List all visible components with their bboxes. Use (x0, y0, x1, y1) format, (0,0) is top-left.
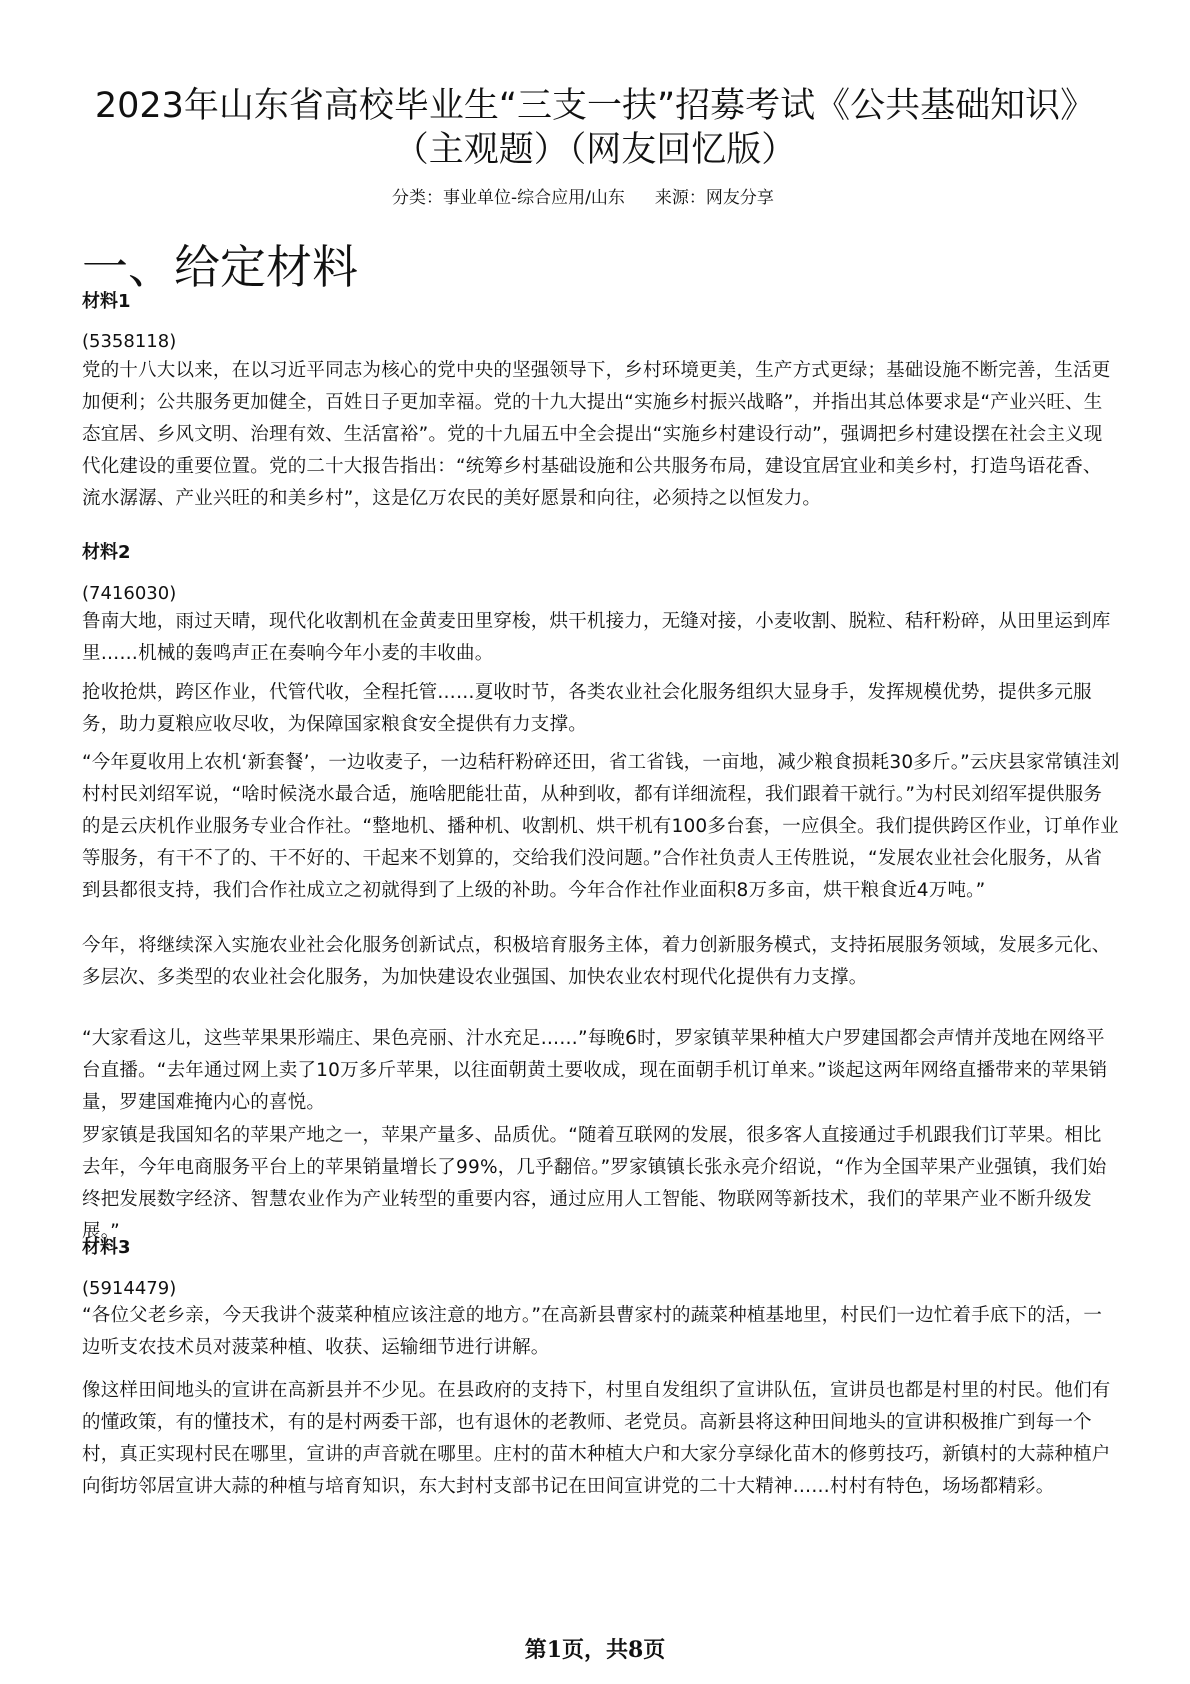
material-2-label: 材料2 (82, 542, 131, 563)
page-indicator: 第1页，共8页 (524, 1637, 666, 1663)
category-label: 分类：事业单位-综合应用/山东 (392, 188, 625, 208)
material-2-paragraph-2: 抢收抢烘，跨区作业，代管代收，全程托管……夏收时节，各类农业社会化服务组织大显身手，发挥规模优势，提供多元服务，助力夏粮应收尽收，为保障国家粮食安全提供有力支撑。 (82, 682, 1092, 735)
material-2-paragraph-3: “今年夏收用上农机‘新套餐’，一边收麦子，一边秸秆粉碎还田，省工省钱，一亩地，减少粮食损耗30多斤。”云庆县家常镇洼刘村村民刘绍军说，“啥时候浇水最合适，施啥肥能壮苗，从种到收，都有详细流程，我们跟着干就行。”为村民刘绍军提供服务的是云庆机作业服务专业合作社。“整地机、播种机、收割机、烘干机有100多台套，一应俱全。我们提供跨区作业，订单作业等服务，有干不了的、干不好的、干起来不划算的，交给我们没问题。”合作社负责人王传胜说，“发展农业社会化服务，从省到县都很支持，我们合作社成立之初就得到了上级的补助。今年合作社作业面积8万多亩，烘干粮食近4万吨。” (82, 752, 1120, 901)
material-1-label: 材料1 (82, 291, 131, 312)
material-2-paragraph-4: 今年，将继续深入实施农业社会化服务创新试点，积极培育服务主体，着力创新服务模式，支持拓展服务领域，发展多元化、多层次、多类型的农业社会化服务，为加快建设农业强国、加快农业农村现代化提供有力支撑。 (82, 935, 1111, 988)
section-heading: 一、给定材料 (82, 240, 358, 294)
document-title-line2: （主观题）（网友回忆版） (393, 130, 797, 170)
material-2-id: (7416030) (82, 583, 177, 604)
material-1-id: (5358118) (82, 331, 177, 352)
material-2-paragraph-5: “大家看这儿，这些苹果果形端庄、果色亮丽、汁水充足……”每晚6时，罗家镇苹果种植大户罗建国都会声情并茂地在网络平台直播。“去年通过网上卖了10万多斤苹果，以往面朝黄土要收成，现在面朝手机订单来。”谈起这两年网络直播带来的苹果销量，罗建国难掩内心的喜悦。 (82, 1028, 1108, 1113)
material-1-paragraph-1: 党的十八大以来，在以习近平同志为核心的党中央的坚强领导下，乡村环境更美，生产方式更绿；基础设施不断完善，生活更加便利；公共服务更加健全，百姓日子更加幸福。党的十九大提出“实施乡村振兴战略”，并指出其总体要求是“产业兴旺、生态宜居、乡风文明、治理有效、生活富裕”。党的十九届五中全会提出“实施乡村建设行动”，强调把乡村建设摆在社会主义现代化建设的重要位置。党的二十大报告指出：“统筹乡村基础设施和公共服务布局，建设宜居宜业和美乡村，打造鸟语花香、流水潺潺、产业兴旺的和美乡村”，这是亿万农民的美好愿景和向往，必须持之以恒发力。 (82, 360, 1111, 509)
material-2-paragraph-6: 罗家镇是我国知名的苹果产地之一，苹果产量多、品质优。“随着互联网的发展，很多客人直接通过手机跟我们订苹果。相比去年，今年电商服务平台上的苹果销量增长了99%，几乎翻倍。”罗家镇镇长张永亮介绍说，“作为全国苹果产业强镇，我们始终把发展数字经济、智慧农业作为产业转型的重要内容，通过应用人工智能、物联网等新技术，我们的苹果产业不断升级发展。” (82, 1125, 1107, 1242)
material-3-id: (5914479) (82, 1278, 177, 1299)
document-meta (392, 187, 804, 209)
material-2-paragraph-1: 鲁南大地，雨过天晴，现代化收割机在金黄麦田里穿梭，烘干机接力，无缝对接，小麦收割、脱粒、秸秆粉碎，从田里运到库里……机械的轰鸣声正在奏响今年小麦的丰收曲。 (82, 611, 1111, 664)
document-title-line1: 2023年山东省高校毕业生“三支一扶”招募考试《公共基础知识》 (94, 86, 1096, 126)
material-3-paragraph-2: 像这样田间地头的宣讲在高新县并不少见。在县政府的支持下，村里自发组织了宣讲队伍，宣讲员也都是村里的村民。他们有的懂政策，有的懂技术，有的是村两委干部，也有退休的老教师、老党员。高新县将这种田间地头的宣讲积极推广到每一个村，真正实现村民在哪里，宣讲的声音就在哪里。庄村的苗木种植大户和大家分享绿化苗木的修剪技巧，新镇村的大蒜种植户向街坊邻居宣讲大蒜的种植与培育知识，东大封村支部书记在田间宣讲党的二十大精神……村村有特色，场场都精彩。 (82, 1380, 1111, 1497)
document-title (60, 84, 1130, 172)
material-3-paragraph-1: “各位父老乡亲，今天我讲个菠菜种植应该注意的地方。”在高新县曹家村的蔬菜种植基地里，村民们一边忙着手底下的活，一边听支农技术员对菠菜种植、收获、运输细节进行讲解。 (82, 1305, 1103, 1358)
source-label: 来源：网友分享 (654, 188, 774, 208)
material-3-label: 材料3 (82, 1237, 131, 1258)
